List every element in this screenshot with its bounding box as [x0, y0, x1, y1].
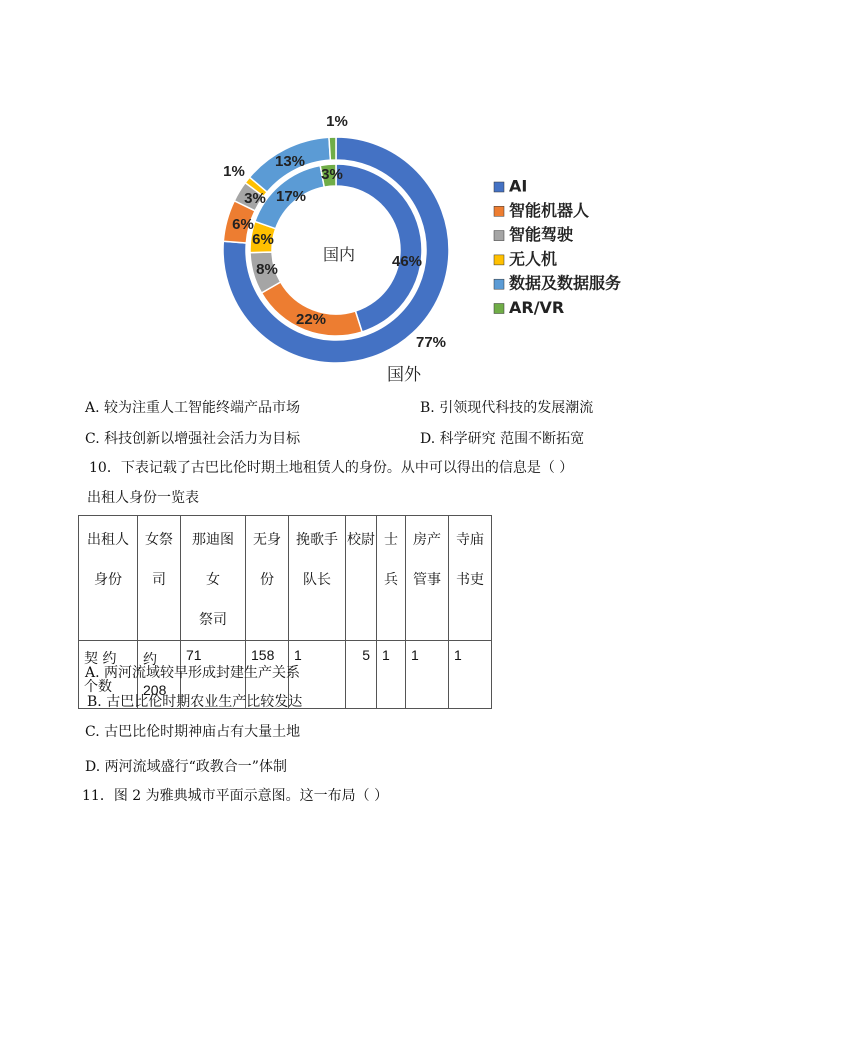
legend-label-5: AR/VR	[509, 298, 565, 317]
table-cell	[406, 641, 449, 709]
outer-data-label-2: 3%	[244, 189, 266, 207]
column-label: 管事	[413, 572, 441, 588]
q10-option-d[interactable]: D. 两河流域盛行“政教合一”体制	[85, 759, 287, 775]
table-header-cell	[79, 516, 138, 641]
column-label: 校尉	[347, 532, 375, 548]
legend-label-1: 智能机器人	[509, 200, 590, 220]
q10-stem: 10．下表记载了古巴比伦时期土地租赁人的身份。从中可以得出的信息是（ ）	[89, 460, 574, 476]
table-cell	[181, 516, 246, 641]
q11-stem: 11．图 2 为雅典城市平面示意图。这一布局（ ）	[82, 788, 389, 804]
count-value: 1	[454, 647, 462, 663]
column-label: 那迪图女	[192, 532, 234, 588]
row-header-line: 身份	[94, 572, 122, 588]
inner-data-label-0: 46%	[391, 252, 423, 270]
legend-swatch-5	[494, 304, 504, 314]
row-header-line: 契 约	[84, 651, 117, 667]
column-label: 房产	[413, 532, 441, 548]
legend-swatch-2	[494, 231, 504, 241]
count-value: 1	[411, 647, 419, 663]
table-cell	[246, 516, 289, 641]
table-row-identity	[79, 516, 492, 641]
outer-data-label-5: 1%	[326, 112, 348, 130]
count-value: 约	[143, 652, 157, 668]
row-header-line: 个数	[84, 679, 112, 695]
inner-ring-label: 国内	[322, 245, 356, 264]
column-label: 祭司	[199, 612, 227, 628]
column-label: 兵	[384, 572, 398, 588]
chart-legend	[494, 177, 621, 318]
count-value: 71	[186, 647, 202, 663]
q9-option-c[interactable]: C. 科技创新以增强社会活力为目标	[85, 431, 301, 447]
outer-data-label-1: 6%	[232, 215, 254, 233]
inner-data-label-1: 22%	[295, 310, 327, 328]
column-label: 份	[260, 572, 274, 588]
column-label: 无身	[253, 532, 281, 548]
q10-option-c[interactable]: C. 古巴比伦时期神庙占有大量土地	[85, 724, 301, 740]
table-cell	[377, 516, 406, 641]
q10-table-title: 出租人身份一览表	[87, 490, 199, 506]
table-cell	[449, 641, 492, 709]
count-value: 1	[382, 647, 390, 663]
inner-data-label-4: 17%	[275, 187, 307, 205]
table-cell	[449, 516, 492, 641]
column-label: 司	[152, 572, 166, 588]
row-header-identity	[79, 516, 137, 600]
table-cell	[377, 641, 406, 709]
inner-data-label-5: 3%	[321, 165, 343, 183]
table-cell	[346, 516, 377, 641]
column-label: 挽歌手	[296, 532, 338, 548]
legend-label-0: AI	[509, 176, 528, 196]
column-label: 女祭	[145, 532, 173, 548]
legend-swatch-0	[494, 182, 504, 192]
outer-data-label-4: 13%	[274, 152, 306, 170]
count-value: 158	[251, 647, 275, 663]
legend-label-2: 智能驾驶	[509, 225, 574, 245]
legend-swatch-4	[494, 279, 504, 289]
outer-ring-segment-5	[329, 137, 336, 160]
count-value: 5	[362, 647, 370, 663]
column-label: 士	[384, 532, 398, 548]
legend-swatch-3	[494, 255, 504, 265]
inner-data-label-3: 6%	[252, 230, 274, 248]
outer-data-label-0: 77%	[415, 333, 447, 351]
q10-option-b[interactable]: B. 古巴比伦时期农业生产比较发达	[87, 694, 303, 710]
legend-label-4: 数据及数据服务	[509, 273, 622, 293]
count-value: 208	[143, 682, 167, 698]
outer-data-label-3: 1%	[223, 162, 245, 180]
legend-label-3: 无人机	[509, 249, 558, 269]
table-cell	[289, 516, 346, 641]
column-label: 寺庙	[456, 532, 484, 548]
q9-option-b[interactable]: B. 引领现代科技的发展潮流	[420, 400, 594, 416]
count-value: 1	[294, 647, 302, 663]
column-label: 书吏	[456, 572, 484, 588]
table-cell	[138, 516, 181, 641]
legend-swatch-1	[494, 206, 504, 216]
column-label: 队长	[303, 572, 331, 588]
q10-option-a[interactable]: A. 两河流域较早形成封建生产关系	[85, 665, 301, 681]
q9-option-a[interactable]: A. 较为注重人工智能终端产品市场	[85, 400, 301, 416]
inner-data-label-2: 8%	[256, 260, 278, 278]
outer-ring-label: 国外	[387, 365, 421, 385]
q9-option-d[interactable]: D. 科学研究 范围不断拓宽	[420, 431, 585, 447]
donut-chart	[0, 0, 860, 400]
table-cell	[346, 641, 377, 709]
table-cell	[406, 516, 449, 641]
row-header-line: 出租人	[87, 532, 129, 548]
